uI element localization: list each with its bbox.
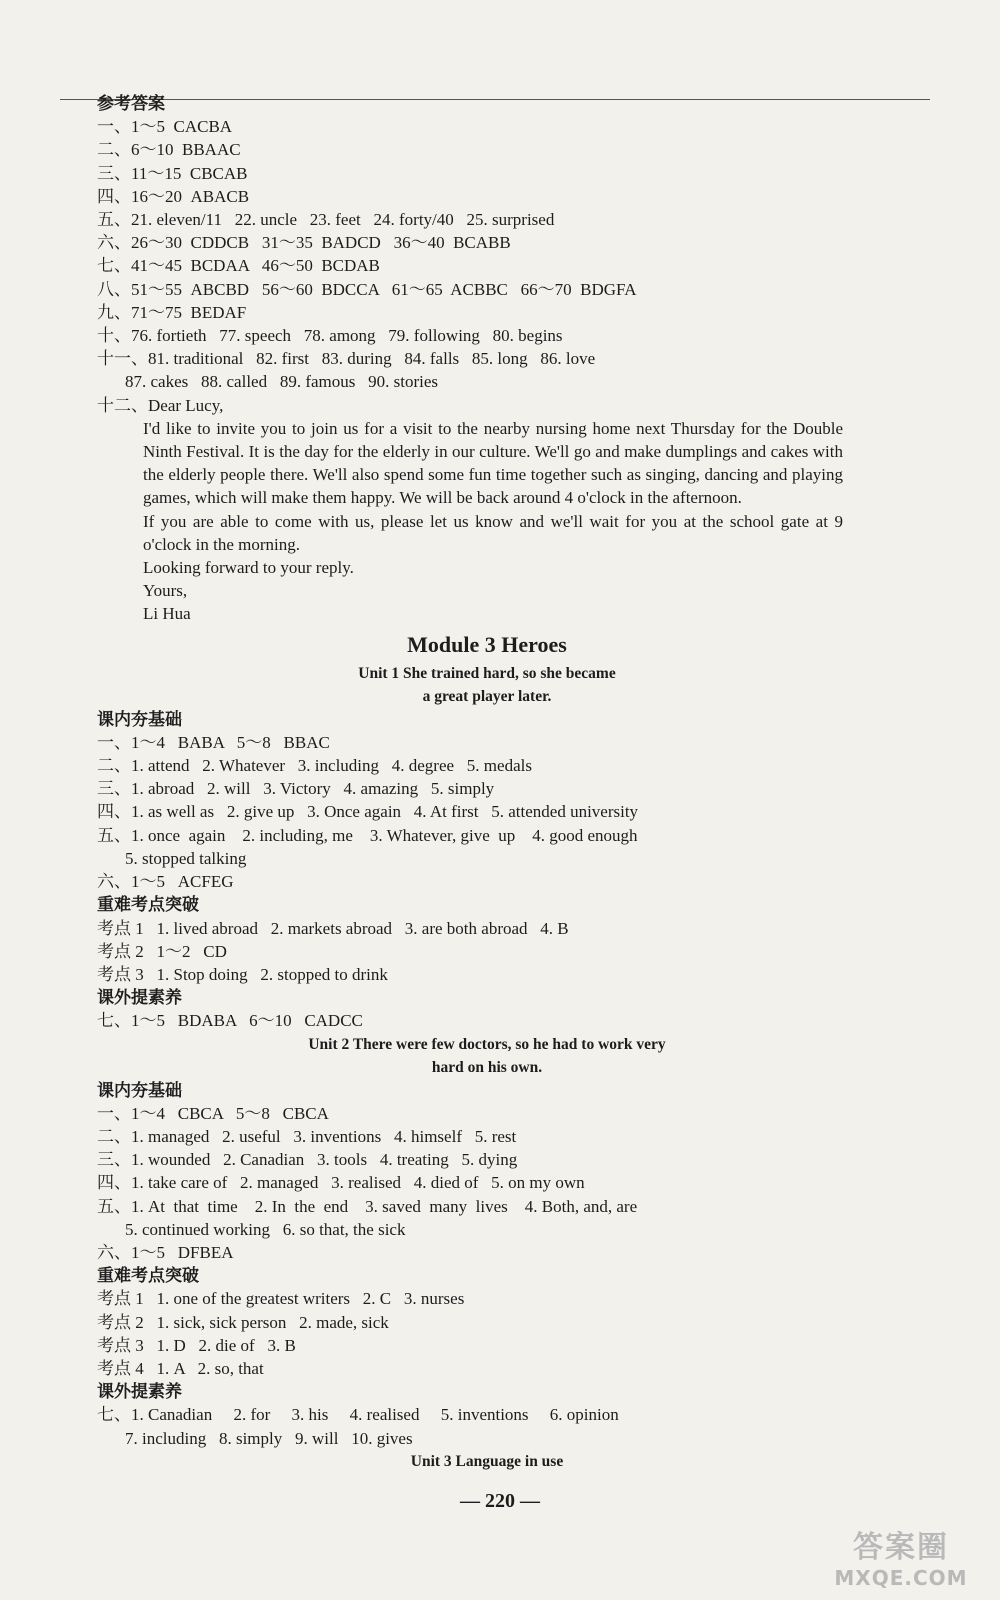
letter-closing: Yours,	[143, 581, 188, 601]
answer-line: 三、1. abroad 2. will 3. Victory 4. amazing 5. simply	[97, 779, 495, 799]
answer-line: 考点 3 1. Stop doing 2. stopped to drink	[97, 964, 388, 984]
section-heading: 课外提素养	[97, 1382, 182, 1402]
answer-line: 三、11～15 CBCAB	[97, 163, 248, 183]
answer-line: 七、1. Canadian 2. for 3. his 4. realised 5. inventions 6. opinion	[97, 1405, 619, 1425]
writing-sample	[97, 394, 877, 626]
answer-line: 三、1. wounded 2. Canadian 3. tools 4. treating 5. dying	[97, 1150, 518, 1170]
answer-line: 七、1～5 BDABA 6～10 CADCC	[97, 1011, 363, 1031]
unit-2	[97, 1033, 877, 1450]
letter-signature: Li Hua	[143, 604, 191, 624]
watermark-logo	[826, 1522, 976, 1590]
answer-line: 考点 1 1. one of the greatest writers 2. C 3. nurses	[97, 1289, 465, 1309]
answer-line: 考点 3 1. D 2. die of 3. B	[97, 1335, 296, 1355]
answer-line: 五、1. At that time 2. In the end 3. saved many lives 4. Both, and, are	[97, 1196, 638, 1216]
answer-line: 四、1. take care of 2. managed 3. realised 4. died of 5. on my own	[97, 1173, 585, 1193]
answer-line: 七、41～45 BCDAA 46～50 BCDAB	[97, 256, 380, 276]
answer-line: 二、1. attend 2. Whatever 3. including 4. degree 5. medals	[97, 756, 532, 776]
letter-paragraph: If you are able to come with us, please let us know and we'll wait for you at the school gate at 9 o'clock in the morning.	[143, 511, 843, 554]
answer-line: 考点 1 1. lived abroad 2. markets abroad 3. are both abroad 4. B	[97, 918, 569, 938]
answer-line: 二、1. managed 2. useful 3. inventions 4. himself 5. rest	[97, 1126, 517, 1146]
section-heading: 课内夯基础	[97, 1080, 182, 1100]
module-title: Module 3 Heroes	[407, 631, 567, 657]
answer-line: 四、1. as well as 2. give up 3. Once again 4. At first 5. attended university	[97, 802, 639, 822]
answer-line: 考点 2 1～2 CD	[97, 941, 227, 961]
answer-page	[97, 92, 877, 1473]
unit-1	[97, 662, 877, 1033]
answer-line: 九、71～75 BEDAF	[97, 302, 247, 322]
answer-line: 考点 2 1. sick, sick person 2. made, sick	[97, 1312, 389, 1332]
answer-line: 87. cakes 88. called 89. famous 90. stories	[125, 372, 439, 392]
section-heading: 课外提素养	[97, 988, 182, 1008]
section-heading: 重难考点突破	[97, 895, 199, 915]
answer-line: 一、1～5 CACBA	[97, 117, 233, 137]
answer-line: 五、1. once again 2. including, me 3. Whatever, give up 4. good enough	[97, 825, 638, 845]
letter-closing: Looking forward to your reply.	[143, 558, 354, 578]
answer-line: 一、1～4 CBCA 5～8 CBCA	[97, 1103, 329, 1123]
answer-line: 考点 4 1. A 2. so, that	[97, 1358, 264, 1378]
unit-title: hard on his own.	[431, 1058, 543, 1076]
answer-line: 八、51～55 ABCBD 56～60 BDCCA 61～65 ACBBC 66～70 BDGFA	[97, 279, 637, 299]
page-number: — 220 —	[460, 1490, 540, 1512]
answer-line: 7. including 8. simply 9. will 10. gives	[125, 1428, 413, 1448]
page-header: 参考答案	[97, 94, 165, 113]
answer-line: 六、26～30 CDDCB 31～35 BADCD 36～40 BCABB	[97, 233, 511, 253]
section-heading: 课内夯基础	[97, 709, 182, 729]
answer-line: 六、1～5 DFBEA	[97, 1242, 234, 1262]
section-heading: 重难考点突破	[97, 1266, 199, 1286]
unit-title: a great player later.	[422, 687, 552, 705]
section-answers	[97, 115, 877, 393]
watermark-url: MXQE.COM	[834, 1566, 968, 1590]
unit-title: Unit 2 There were few doctors, so he had to work very	[308, 1035, 666, 1053]
answer-line: 十、76. fortieth 77. speech 78. among 79. following 80. begins	[97, 326, 563, 346]
letter-paragraph: I'd like to invite you to join us for a visit to the nearby nursing home next Thursday for the Double Ninth Festival. It is the day for the elderly in our culture. We'll go and make dumplings and cakes with the elderly people there. We'll also spend some fun time together such as singing, dancing and playing games, which will make them happy. We will be back around 4 o'clock in the afternoon.	[143, 418, 843, 508]
answer-line: 四、16～20 ABACB	[97, 186, 250, 206]
answer-line: 5. stopped talking	[125, 848, 247, 868]
answer-line: 六、1～5 ACFEG	[97, 872, 234, 892]
watermark-text: 答案圈	[853, 1530, 949, 1565]
unit-title: Unit 1 She trained hard, so she became	[358, 664, 616, 682]
answer-line: 一、1～4 BABA 5～8 BBAC	[97, 732, 330, 752]
answer-line: 十一、81. traditional 82. first 83. during 84. falls 85. long 86. love	[97, 349, 596, 369]
letter-greeting: 十二、Dear Lucy,	[97, 395, 224, 415]
answer-line: 五、21. eleven/11 22. uncle 23. feet 24. forty/40 25. surprised	[97, 210, 555, 230]
answer-line: 5. continued working 6. so that, the sick	[125, 1219, 406, 1239]
unit-title: Unit 3 Language in use	[410, 1452, 564, 1470]
answer-line: 二、6～10 BBAAC	[97, 140, 241, 160]
